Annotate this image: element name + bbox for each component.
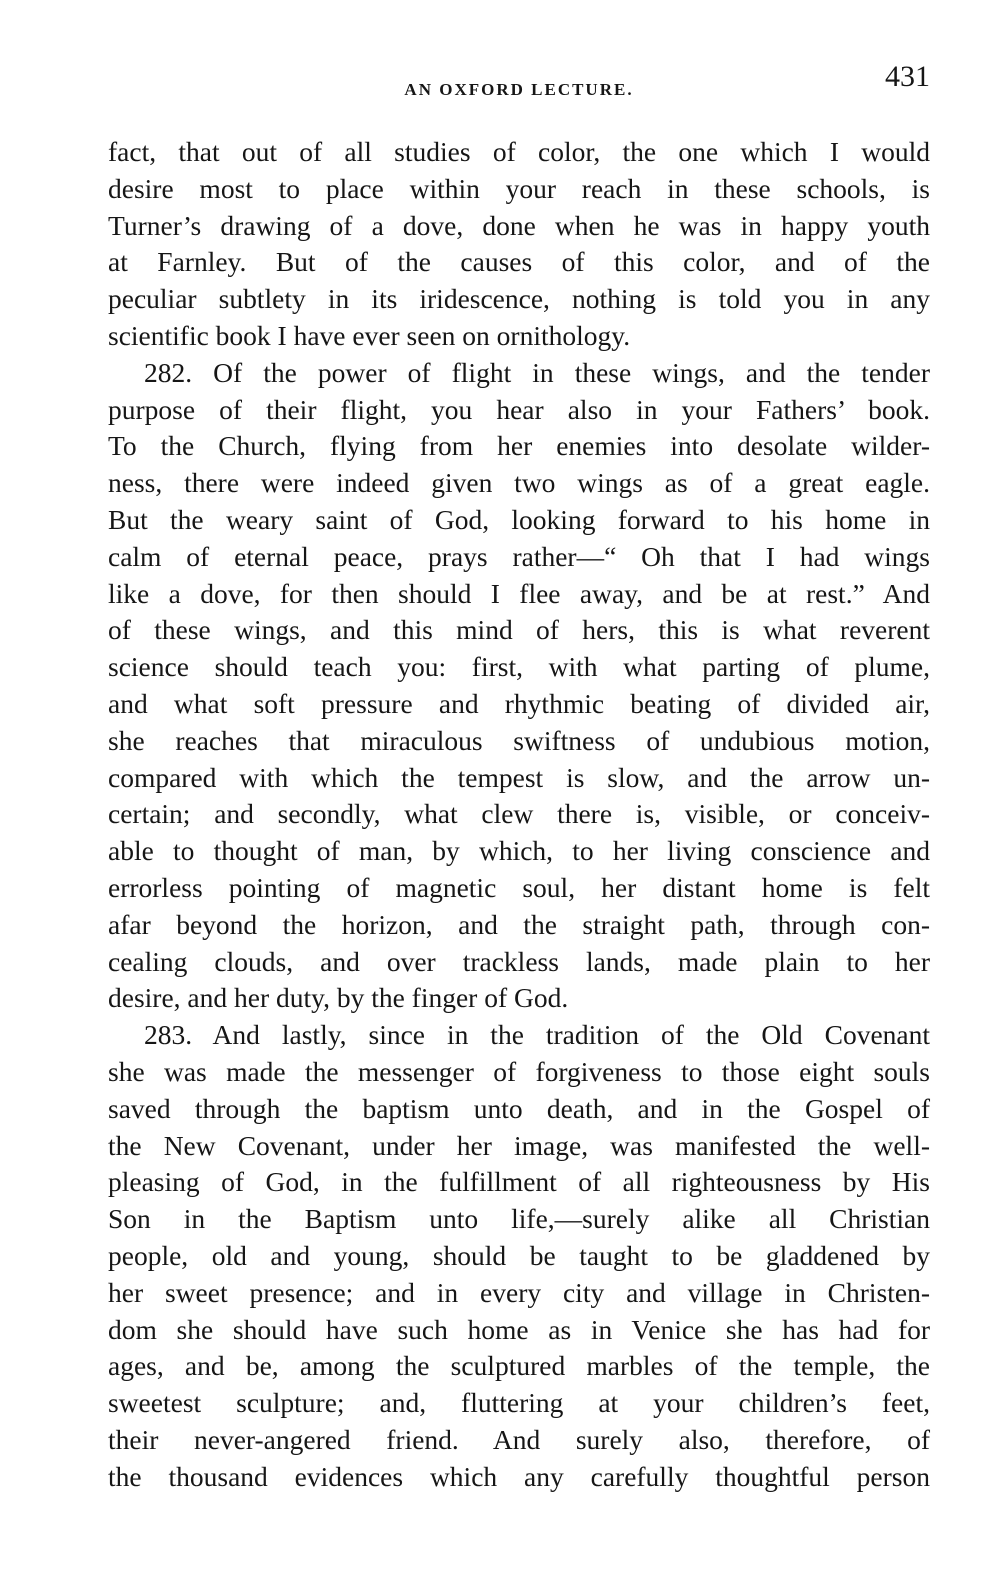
text-line: desire, and her duty, by the finger of God.	[108, 982, 569, 1014]
text-line: at Farnley. But of the causes of this color, and of the	[108, 246, 930, 278]
text-line: compared with which the tempest is slow, and the arrow un-	[108, 761, 930, 793]
text-line: cealing clouds, and over trackless lands, made plain to her	[108, 945, 930, 977]
text-line: fact, that out of all studies of color, the one which I would	[108, 136, 930, 167]
text-line: scientific book I have ever seen on ornithology.	[108, 319, 631, 351]
running-head	[108, 62, 930, 106]
text-line: the thousand evidences which any carefully thoughtful person	[108, 1460, 930, 1492]
running-title: AN OXFORD LECTURE.	[404, 80, 634, 99]
text-line: 282. Of the power of flight in these wings, and the tender	[144, 356, 930, 388]
text-line: ages, and be, among the sculptured marbles of the temple, the	[108, 1350, 930, 1382]
text-line: 283. And lastly, since in the tradition of the Old Covenant	[144, 1019, 930, 1051]
text-line: their never-angered friend. And surely also, therefore, of	[108, 1423, 930, 1455]
text-line: able to thought of man, by which, to her living conscience and	[108, 835, 930, 867]
text-line: Turner’s drawing of a dove, done when he was in happy youth	[108, 209, 930, 241]
text-line: people, old and young, should be taught to be gladdened by	[108, 1239, 930, 1271]
text-line: afar beyond the horizon, and the straight path, through con-	[108, 908, 930, 940]
text-line: errorless pointing of magnetic soul, her distant home is felt	[108, 871, 930, 903]
book-page	[108, 62, 930, 1495]
text-line: Son in the Baptism unto life,—surely alike all Christian	[108, 1203, 930, 1235]
text-line: the New Covenant, under her image, was manifested the well-	[108, 1129, 930, 1161]
text-line: purpose of their flight, you hear also in your Fathers’ book.	[108, 393, 930, 425]
text-line: her sweet presence; and in every city and village in Christen-	[108, 1276, 930, 1308]
text-line: But the weary saint of God, looking forward to his home in	[108, 503, 930, 535]
text-line: sweetest sculpture; and, fluttering at your children’s feet,	[108, 1387, 930, 1419]
text-line: pleasing of God, in the fulfillment of all righteousness by His	[108, 1166, 930, 1198]
text-line: dom she should have such home as in Venice she has had for	[108, 1313, 930, 1345]
text-line: saved through the baptism unto death, and in the Gospel of	[108, 1092, 930, 1124]
text-line: To the Church, flying from her enemies into desolate wilder-	[108, 430, 930, 462]
text-line: of these wings, and this mind of hers, this is what reverent	[108, 614, 930, 646]
text-line: calm of eternal peace, prays rather—“ Oh that I had wings	[108, 540, 930, 572]
text-line: ness, there were indeed given two wings as of a great eagle.	[108, 467, 930, 499]
text-line: desire most to place within your reach in these schools, is	[108, 172, 930, 204]
text-line: peculiar subtlety in its iridescence, nothing is told you in any	[108, 283, 930, 315]
text-line: and what soft pressure and rhythmic beating of divided air,	[108, 687, 930, 719]
text-line: science should teach you: first, with what parting of plume,	[108, 651, 930, 683]
text-line: like a dove, for then should I flee away, and be at rest.” And	[108, 577, 930, 609]
page-number: 431	[885, 60, 930, 93]
text-line: certain; and secondly, what clew there is, visible, or conceiv-	[108, 798, 930, 830]
text-line: she reaches that miraculous swiftness of undubious motion,	[108, 724, 930, 756]
text-line: she was made the messenger of forgiveness to those eight souls	[108, 1055, 930, 1087]
body-text	[108, 134, 930, 1495]
